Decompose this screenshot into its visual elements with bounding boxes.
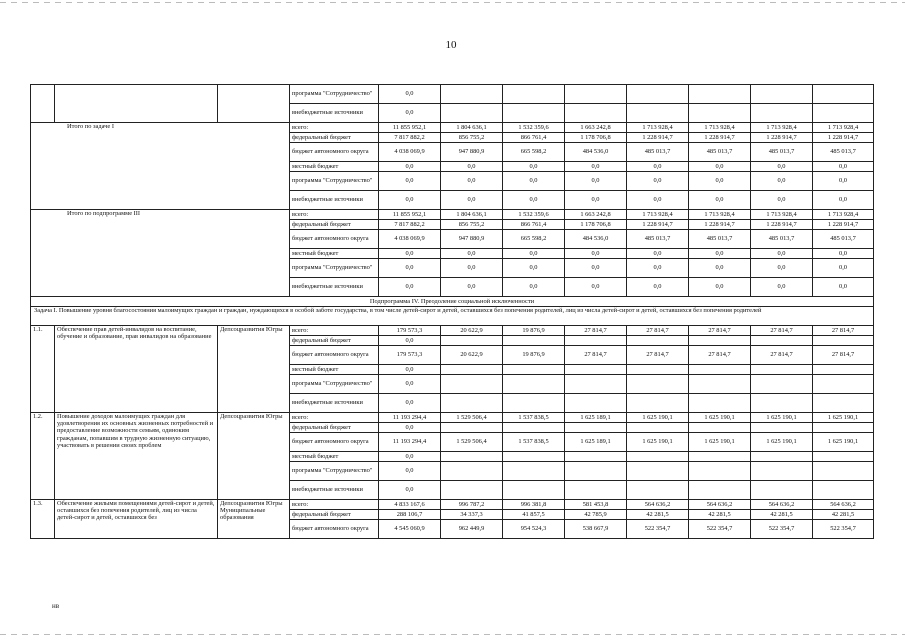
value-cell: 0,0 [751, 278, 813, 297]
value-cell: 1 178 706,8 [565, 220, 627, 230]
table-row [31, 326, 874, 336]
value-cell-empty [565, 336, 627, 346]
value-cell: 0,0 [751, 249, 813, 259]
value-cell: 4 038 069,9 [379, 143, 441, 162]
source-label: программа "Сотрудничество" [290, 375, 379, 394]
value-cell-empty [627, 336, 689, 346]
item-name: Повышение доходов малоимущих граждан для удовлетворения их основных жизненных потребностей и предоставление возможности семьям, одиноким гражданам, попавшим в трудную жизненную ситуацию, участвовать в решении своих проблем [55, 413, 218, 500]
value-cell-empty [813, 394, 874, 413]
value-cell-empty [503, 365, 565, 375]
source-label: местный бюджет [290, 452, 379, 462]
value-cell: 0,0 [565, 278, 627, 297]
value-cell: 856 755,2 [441, 133, 503, 143]
value-cell: 1 529 506,4 [441, 413, 503, 423]
value-cell: 0,0 [751, 191, 813, 210]
value-cell: 1 228 914,7 [751, 220, 813, 230]
value-cell: 1 625 189,1 [565, 433, 627, 452]
value-cell-empty [813, 375, 874, 394]
value-cell-empty [627, 394, 689, 413]
value-cell: 485 013,7 [751, 230, 813, 249]
value-cell: 962 449,9 [441, 520, 503, 539]
value-cell-empty [441, 394, 503, 413]
value-cell: 179 573,3 [379, 326, 441, 336]
value-cell: 947 880,9 [441, 230, 503, 249]
exec-cell [218, 85, 290, 123]
value-cell-empty [751, 481, 813, 500]
value-cell: 581 453,8 [565, 500, 627, 510]
value-cell: 0,0 [379, 365, 441, 375]
name-cell [55, 85, 218, 123]
source-label: внебюджетные источники [290, 278, 379, 297]
source-label: бюджет автономного округа [290, 143, 379, 162]
value-cell: 564 636,2 [689, 500, 751, 510]
item-executor: Депсоцразвития Югры [218, 413, 290, 500]
value-cell: 0,0 [689, 259, 751, 278]
value-cell-empty [627, 375, 689, 394]
value-cell: 564 636,2 [751, 500, 813, 510]
value-cell-empty [751, 394, 813, 413]
value-cell-empty [627, 423, 689, 433]
value-cell: 485 013,7 [751, 143, 813, 162]
source-label: всего: [290, 413, 379, 423]
value-cell-empty [751, 336, 813, 346]
value-cell: 954 524,3 [503, 520, 565, 539]
value-cell: 0,0 [813, 191, 874, 210]
value-cell: 1 625 190,1 [813, 413, 874, 423]
value-cell: 27 814,7 [689, 326, 751, 336]
source-label: всего: [290, 326, 379, 336]
value-cell: 0,0 [813, 162, 874, 172]
value-cell: 0,0 [503, 249, 565, 259]
value-cell: 41 857,5 [503, 510, 565, 520]
value-cell: 0,0 [441, 249, 503, 259]
value-cell-empty [441, 336, 503, 346]
table-row [31, 307, 874, 326]
value-cell: 0,0 [441, 162, 503, 172]
value-cell: 1 625 190,1 [627, 433, 689, 452]
value-cell-empty [751, 104, 813, 123]
value-cell: 0,0 [565, 259, 627, 278]
value-cell-empty [503, 452, 565, 462]
value-cell: 0,0 [379, 172, 441, 191]
source-label: внебюджетные источники [290, 191, 379, 210]
value-cell-empty [503, 375, 565, 394]
value-cell: 0,0 [627, 162, 689, 172]
value-cell-empty [751, 375, 813, 394]
table-row [31, 85, 874, 104]
total-label: Итого по подпрограмме III [31, 210, 290, 297]
value-cell: 27 814,7 [627, 346, 689, 365]
value-cell: 11 855 952,1 [379, 210, 441, 220]
value-cell: 0,0 [627, 249, 689, 259]
value-cell-empty [565, 452, 627, 462]
value-cell: 0,0 [813, 172, 874, 191]
value-cell: 996 787,2 [441, 500, 503, 510]
value-cell: 0,0 [503, 259, 565, 278]
value-cell-empty [627, 365, 689, 375]
value-cell: 856 755,2 [441, 220, 503, 230]
value-cell: 0,0 [565, 172, 627, 191]
value-cell-empty [441, 375, 503, 394]
value-cell: 42 785,9 [565, 510, 627, 520]
value-cell: 0,0 [813, 278, 874, 297]
footer-mark: нв [52, 602, 60, 610]
value-cell: 1 713 928,4 [627, 123, 689, 133]
value-cell-empty [751, 365, 813, 375]
source-label: бюджет автономного округа [290, 520, 379, 539]
scan-edge-top [0, 2, 905, 3]
source-label: федеральный бюджет [290, 220, 379, 230]
value-cell: 484 536,0 [565, 143, 627, 162]
value-cell-empty [503, 85, 565, 104]
value-cell: 1 228 914,7 [627, 220, 689, 230]
value-cell: 1 625 190,1 [751, 413, 813, 423]
value-cell: 0,0 [441, 259, 503, 278]
value-cell: 1 625 190,1 [813, 433, 874, 452]
value-cell: 42 281,5 [627, 510, 689, 520]
value-cell: 20 622,9 [441, 326, 503, 336]
value-cell: 866 761,4 [503, 133, 565, 143]
value-cell: 27 814,7 [689, 346, 751, 365]
value-cell: 0,0 [689, 191, 751, 210]
value-cell-empty [751, 85, 813, 104]
table-body [31, 85, 874, 539]
source-label: всего: [290, 123, 379, 133]
value-cell: 0,0 [689, 278, 751, 297]
source-label: внебюджетные источники [290, 481, 379, 500]
value-cell: 0,0 [503, 191, 565, 210]
item-number: 1.3. [31, 500, 55, 539]
value-cell: 0,0 [379, 85, 441, 104]
value-cell: 11 193 294,4 [379, 413, 441, 423]
source-label: всего: [290, 500, 379, 510]
value-cell-empty [565, 481, 627, 500]
value-cell: 0,0 [379, 462, 441, 481]
value-cell: 4 833 167,6 [379, 500, 441, 510]
value-cell: 485 013,7 [813, 230, 874, 249]
value-cell: 485 013,7 [813, 143, 874, 162]
value-cell: 42 281,5 [689, 510, 751, 520]
item-name: Обеспечение жилыми помещениями детей-сирот и детей, оставшихся без попечения родителей, лиц из числа детей-сирот и детей, оставшихся без [55, 500, 218, 539]
value-cell: 1 804 636,1 [441, 123, 503, 133]
source-label: бюджет автономного округа [290, 433, 379, 452]
value-cell: 42 281,5 [813, 510, 874, 520]
value-cell: 34 337,3 [441, 510, 503, 520]
value-cell: 947 880,9 [441, 143, 503, 162]
value-cell: 485 013,7 [689, 143, 751, 162]
value-cell: 0,0 [627, 278, 689, 297]
value-cell: 0,0 [503, 162, 565, 172]
value-cell: 1 713 928,4 [751, 210, 813, 220]
value-cell: 1 228 914,7 [627, 133, 689, 143]
value-cell-empty [565, 85, 627, 104]
value-cell: 288 106,7 [379, 510, 441, 520]
source-label: местный бюджет [290, 249, 379, 259]
item-executor: Депсоцразвития Югры [218, 326, 290, 413]
value-cell-empty [503, 462, 565, 481]
value-cell: 0,0 [751, 259, 813, 278]
value-cell: 27 814,7 [751, 326, 813, 336]
value-cell: 0,0 [689, 172, 751, 191]
value-cell-empty [503, 394, 565, 413]
value-cell-empty [565, 462, 627, 481]
item-executor: Депсоцразвития Югры Муниципальные образования [218, 500, 290, 539]
value-cell-empty [689, 394, 751, 413]
value-cell: 11 193 294,4 [379, 433, 441, 452]
value-cell: 1 713 928,4 [813, 123, 874, 133]
value-cell-empty [503, 336, 565, 346]
value-cell: 0,0 [379, 336, 441, 346]
subprogram-title: Подпрограмма IV. Преодоление социальной исключенности [31, 297, 874, 307]
value-cell-empty [441, 481, 503, 500]
value-cell: 564 636,2 [813, 500, 874, 510]
value-cell: 0,0 [751, 172, 813, 191]
value-cell-empty [503, 481, 565, 500]
value-cell: 522 354,7 [751, 520, 813, 539]
value-cell: 522 354,7 [813, 520, 874, 539]
value-cell: 0,0 [565, 162, 627, 172]
value-cell: 4 545 060,9 [379, 520, 441, 539]
value-cell: 1 625 190,1 [689, 413, 751, 423]
value-cell: 0,0 [627, 259, 689, 278]
value-cell: 0,0 [813, 259, 874, 278]
value-cell: 27 814,7 [565, 326, 627, 336]
value-cell: 19 876,9 [503, 346, 565, 365]
value-cell: 1 625 190,1 [751, 433, 813, 452]
value-cell: 0,0 [379, 104, 441, 123]
value-cell-empty [503, 423, 565, 433]
source-label: федеральный бюджет [290, 423, 379, 433]
value-cell-empty [441, 462, 503, 481]
value-cell: 1 625 190,1 [689, 433, 751, 452]
source-label: программа "Сотрудничество" [290, 259, 379, 278]
task-title: Задача I. Повышение уровня благосостояния малоимущих граждан и граждан, нуждающихся в особой заботе государства, в том числе детей-сирот и детей, оставшихся без попечения родителей, лиц из числа детей-сирот и детей, оставшихся без попечения родителей [31, 307, 874, 326]
value-cell: 1 663 242,8 [565, 210, 627, 220]
value-cell-empty [689, 365, 751, 375]
value-cell: 1 663 242,8 [565, 123, 627, 133]
value-cell: 1 228 914,7 [689, 220, 751, 230]
value-cell-empty [689, 336, 751, 346]
source-label: федеральный бюджет [290, 336, 379, 346]
value-cell: 1 713 928,4 [689, 210, 751, 220]
source-label: федеральный бюджет [290, 510, 379, 520]
value-cell: 0,0 [689, 249, 751, 259]
value-cell: 179 573,3 [379, 346, 441, 365]
value-cell-empty [627, 452, 689, 462]
value-cell: 0,0 [565, 191, 627, 210]
value-cell: 27 814,7 [627, 326, 689, 336]
value-cell: 0,0 [565, 249, 627, 259]
source-label: бюджет автономного округа [290, 346, 379, 365]
source-label: всего: [290, 210, 379, 220]
value-cell-empty [565, 375, 627, 394]
value-cell: 42 281,5 [751, 510, 813, 520]
value-cell: 1 804 636,1 [441, 210, 503, 220]
value-cell: 1 713 928,4 [813, 210, 874, 220]
value-cell: 1 713 928,4 [751, 123, 813, 133]
value-cell-empty [441, 365, 503, 375]
value-cell-empty [565, 394, 627, 413]
value-cell: 11 855 952,1 [379, 123, 441, 133]
value-cell-empty [627, 481, 689, 500]
value-cell: 0,0 [379, 375, 441, 394]
source-label: программа "Сотрудничество" [290, 172, 379, 191]
value-cell-empty [813, 462, 874, 481]
value-cell: 20 622,9 [441, 346, 503, 365]
value-cell: 0,0 [627, 191, 689, 210]
value-cell: 0,0 [379, 191, 441, 210]
value-cell: 1 537 838,5 [503, 413, 565, 423]
value-cell: 0,0 [379, 481, 441, 500]
source-label: местный бюджет [290, 162, 379, 172]
table-row [31, 500, 874, 510]
value-cell: 1 178 706,8 [565, 133, 627, 143]
value-cell: 1 228 914,7 [751, 133, 813, 143]
value-cell-empty [689, 375, 751, 394]
value-cell: 1 625 189,1 [565, 413, 627, 423]
value-cell-empty [751, 452, 813, 462]
value-cell-empty [751, 423, 813, 433]
value-cell: 1 228 914,7 [813, 220, 874, 230]
value-cell: 866 761,4 [503, 220, 565, 230]
value-cell-empty [689, 462, 751, 481]
value-cell-empty [689, 104, 751, 123]
scan-edge-bottom [0, 634, 905, 635]
value-cell: 27 814,7 [813, 326, 874, 336]
value-cell: 0,0 [751, 162, 813, 172]
source-label: внебюджетные источники [290, 394, 379, 413]
value-cell: 1 713 928,4 [689, 123, 751, 133]
source-label: программа "Сотрудничество" [290, 85, 379, 104]
value-cell-empty [813, 336, 874, 346]
value-cell: 0,0 [379, 452, 441, 462]
table-row [31, 413, 874, 423]
value-cell-empty [441, 423, 503, 433]
value-cell-empty [689, 481, 751, 500]
value-cell: 0,0 [379, 249, 441, 259]
value-cell: 27 814,7 [813, 346, 874, 365]
table-row [31, 123, 874, 133]
value-cell: 1 625 190,1 [627, 413, 689, 423]
table-row [31, 210, 874, 220]
value-cell-empty [751, 462, 813, 481]
value-cell-empty [813, 452, 874, 462]
value-cell-empty [627, 462, 689, 481]
value-cell: 665 598,2 [503, 230, 565, 249]
value-cell: 1 537 838,5 [503, 433, 565, 452]
value-cell-empty [813, 365, 874, 375]
value-cell-empty [689, 85, 751, 104]
value-cell: 538 667,9 [565, 520, 627, 539]
value-cell: 0,0 [441, 172, 503, 191]
item-number: 1.2. [31, 413, 55, 500]
value-cell-empty [813, 423, 874, 433]
value-cell: 1 532 359,6 [503, 210, 565, 220]
table-row [31, 297, 874, 307]
value-cell: 665 598,2 [503, 143, 565, 162]
value-cell-empty [627, 85, 689, 104]
value-cell: 0,0 [813, 249, 874, 259]
value-cell-empty [813, 481, 874, 500]
source-label: федеральный бюджет [290, 133, 379, 143]
value-cell: 564 636,2 [627, 500, 689, 510]
value-cell-empty [441, 104, 503, 123]
num-cell [31, 85, 55, 123]
value-cell-empty [813, 85, 874, 104]
value-cell: 0,0 [689, 162, 751, 172]
value-cell-empty [689, 452, 751, 462]
value-cell: 996 381,8 [503, 500, 565, 510]
value-cell: 27 814,7 [751, 346, 813, 365]
source-label: внебюджетные источники [290, 104, 379, 123]
item-name: Обеспечение прав детей-инвалидов на воспитание, обучение и образование, прав инвалидов на образование [55, 326, 218, 413]
value-cell: 0,0 [503, 172, 565, 191]
value-cell: 485 013,7 [627, 143, 689, 162]
value-cell: 0,0 [379, 394, 441, 413]
value-cell: 484 536,0 [565, 230, 627, 249]
source-label: программа "Сотрудничество" [290, 462, 379, 481]
value-cell-empty [627, 104, 689, 123]
value-cell-empty [441, 452, 503, 462]
value-cell: 7 817 882,2 [379, 220, 441, 230]
value-cell-empty [565, 365, 627, 375]
value-cell: 0,0 [627, 172, 689, 191]
value-cell: 0,0 [379, 423, 441, 433]
value-cell: 1 228 914,7 [813, 133, 874, 143]
value-cell: 27 814,7 [565, 346, 627, 365]
value-cell-empty [565, 423, 627, 433]
value-cell: 1 713 928,4 [627, 210, 689, 220]
value-cell: 1 529 506,4 [441, 433, 503, 452]
value-cell: 522 354,7 [627, 520, 689, 539]
page-number: 10 [445, 39, 457, 51]
item-number: 1.1. [31, 326, 55, 413]
value-cell: 0,0 [379, 162, 441, 172]
value-cell: 0,0 [379, 278, 441, 297]
value-cell: 19 876,9 [503, 326, 565, 336]
source-label: местный бюджет [290, 365, 379, 375]
value-cell-empty [813, 104, 874, 123]
total-label: Итого по задаче I [31, 123, 290, 210]
value-cell: 7 817 882,2 [379, 133, 441, 143]
value-cell: 485 013,7 [689, 230, 751, 249]
value-cell: 0,0 [379, 259, 441, 278]
value-cell: 485 013,7 [627, 230, 689, 249]
value-cell: 1 228 914,7 [689, 133, 751, 143]
value-cell-empty [503, 104, 565, 123]
budget-table [30, 84, 874, 539]
value-cell: 0,0 [441, 278, 503, 297]
value-cell-empty [441, 85, 503, 104]
value-cell-empty [689, 423, 751, 433]
value-cell: 0,0 [503, 278, 565, 297]
value-cell-empty [565, 104, 627, 123]
value-cell: 0,0 [441, 191, 503, 210]
value-cell: 1 532 359,6 [503, 123, 565, 133]
source-label: бюджет автономного округа [290, 230, 379, 249]
value-cell: 522 354,7 [689, 520, 751, 539]
value-cell: 4 038 069,9 [379, 230, 441, 249]
